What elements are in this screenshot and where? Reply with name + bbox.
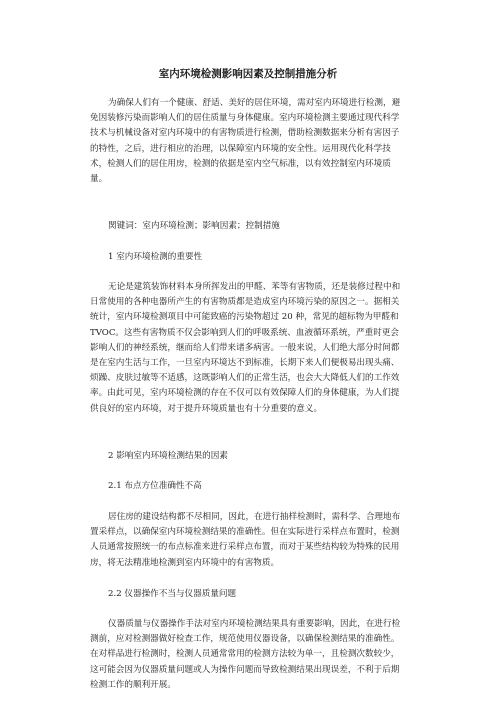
abstract-paragraph: 为确保人们有一个健康、舒适、美好的居住环境，需对室内环境进行检测，避免因装修污染而影响人们的居住质量与身体健康。室内环境检测主要通过现代科学技术与机械设备对室内环境中的有害物质进行检测，借助检测数据来分析有害因子的特性，之后，进行相应的治理，以保障室内环境的安全性。运用现代化科学技术，检测人们的居住用房，检测的依据是室内空气标准，以有效控制室内环境质量。 <box>90 98 401 185</box>
keywords-line: 関键词：室内环境检测；影响因素；控制措施 <box>108 221 280 231</box>
document-title: 室内环境检测影响因素及控制措施分析 <box>158 68 338 80</box>
section-1-body: 无论是建筑装饰材料本身所挥发出的甲醛、苯等有害物质，还是装修过程中和日常使用的各种电器所产生的有害物质都是造成室内环境污染的原因之一。据相关统计，室内环境检测项目中可能致癌的污染物超过 20 种，常见的超标物为甲醛和 TVOC。这些有害物质不仅会影响到人们的呼吸系统、血液循环系统，严重时更会影响人们的神经系统，继而给人们带来诸多病害。一般来说，人们绝大部分时间都是在室内生活与工作，一旦室内环境达不到标准，长期下来人们便极易出现头痛、烦躁、皮肤过敏等不适感，这既影响人们的正常生活，也会大大降低人们的工作效率。由此可见，室内环境检测的存在不仅可以有效保障人们的身体健康，为人们提供良好的室内环境，对于提升环境质量也有十分重要的意义。 <box>90 282 401 414</box>
section-2-1-body: 居住房的建设结构都不尽相同，因此，在进行抽样检测时，需科学、合理地布置采样点，以确保室内环境检测结果的准确性。但在实际进行采样点布置时，检测人员通常按照统一的布点标准来进行采样点布置，而对于某些结构较为特殊的民用房，将无法精准地检测到室内环境中的有害物质。 <box>90 512 401 568</box>
section-2-2-heading: 2.2 仪器操作不当与仪器质量问题 <box>108 589 237 599</box>
section-2-heading: 2 影响室内环境检测结果的因素 <box>108 451 228 461</box>
section-1-heading: 1 室内环境检测的重要性 <box>108 252 203 262</box>
section-2-2-body: 仪器质量与仪器操作手法对室内环境检测结果具有重要影响，因此，在进行检测前，应对检测器做好检查工作，规范使用仪器设备，以确保检测结果的准确性。在对样品进行检测时，检测人员通常常用的检测方法较为单一，且检测次数较少，这可能会因为仪器质量问题或人为操作问题而导致检测结果出现误差，不利于后期检测工作的顺利开展。 <box>90 619 401 690</box>
section-2-1-heading: 2.1 布点方位准确性不高 <box>108 481 202 491</box>
